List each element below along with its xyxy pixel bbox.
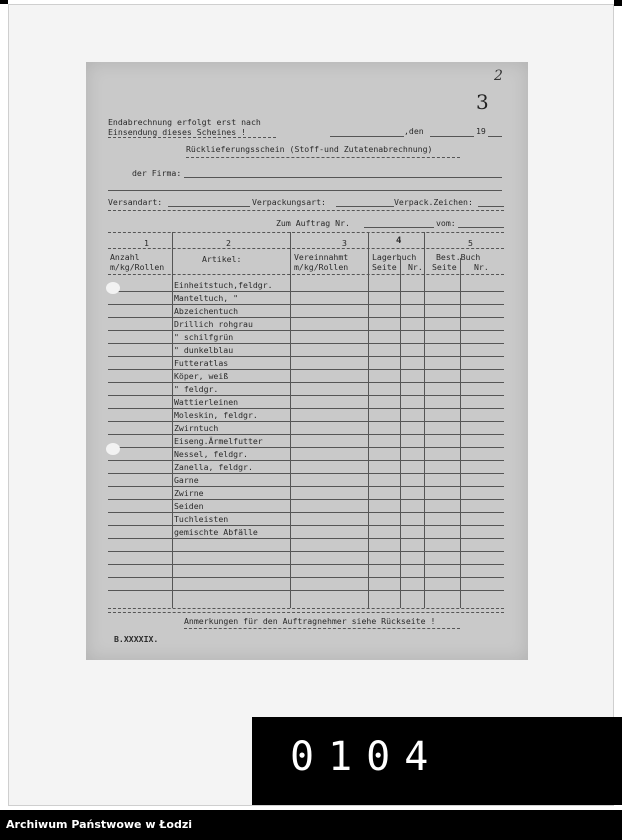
list-item: " dunkelblau <box>174 345 234 355</box>
marks-label: Verpack.Zeichen: <box>394 197 473 207</box>
list-item: gemischte Abfälle <box>174 527 258 537</box>
page-number: 3 <box>476 90 489 114</box>
column-2-number: 2 <box>226 238 231 248</box>
column-5-sub-page: Seite <box>432 262 457 272</box>
punch-hole <box>106 443 120 455</box>
column-1-number: 1 <box>144 238 149 248</box>
list-item: Zanella, feldgr. <box>174 462 253 472</box>
column-1-header: Anzahl <box>110 252 140 262</box>
corner-number: 2 <box>494 68 503 84</box>
order-label: Zum Auftrag Nr. <box>276 218 350 228</box>
document-sheet <box>86 62 528 660</box>
column-5-sub-number: Nr. <box>474 262 489 272</box>
column-3-number: 3 <box>342 238 347 248</box>
form-code: B.XXXXIX. <box>114 634 159 644</box>
corner-mark <box>614 0 622 6</box>
date-label: ,den <box>404 126 424 136</box>
list-item: Tuchleisten <box>174 514 229 524</box>
column-4-sub-number: Nr. <box>408 262 423 272</box>
footer-note: Anmerkungen für den Auftragnehmer siehe Rückseite ! <box>184 616 436 626</box>
column-5-number: 5 <box>468 238 473 248</box>
list-item: Moleskin, feldgr. <box>174 410 258 420</box>
column-1-subheader: m/kg/Rollen <box>110 262 165 272</box>
firm-label: der Firma: <box>132 168 182 178</box>
list-item: Seiden <box>174 501 204 511</box>
column-3-header: Vereinnahmt <box>294 252 349 262</box>
list-item: Zwirne <box>174 488 204 498</box>
list-item: Wattierleinen <box>174 397 239 407</box>
list-item: Köper, weiß <box>174 371 229 381</box>
archive-name: Archiwum Państwowe w Łodzi <box>6 818 193 831</box>
form-title: Rücklieferungsschein (Stoff-und Zutatenabrechnung) <box>186 144 433 154</box>
note-line-2: Einsendung dieses Scheines ! <box>108 127 247 137</box>
from-label: vom: <box>436 218 456 228</box>
packaging-label: Verpackungsart: <box>252 197 326 207</box>
list-item: Nessel, feldgr. <box>174 449 248 459</box>
corner-mark <box>0 0 8 4</box>
shipping-label: Versandart: <box>108 197 163 207</box>
column-4-sub-page: Seite <box>372 262 397 272</box>
punch-hole <box>106 282 120 294</box>
column-3-subheader: m/kg/Rollen <box>294 262 349 272</box>
column-2-header: Artikel: <box>202 254 242 264</box>
column-5-header: Best.Buch <box>436 252 481 262</box>
list-item: " feldgr. <box>174 384 219 394</box>
list-item: Drillich rohgrau <box>174 319 253 329</box>
list-item: Zwirntuch <box>174 423 219 433</box>
note-line-1: Endabrechnung erfolgt erst nach <box>108 117 261 127</box>
list-item: Garne <box>174 475 199 485</box>
column-4-number: 4 <box>396 236 402 246</box>
list-item: Eiseng.Ärmelfutter <box>174 436 263 446</box>
list-item: Einheitstuch,feldgr. <box>174 280 273 290</box>
frame-number: 0104 <box>290 734 443 780</box>
list-item: Abzeichentuch <box>174 306 239 316</box>
column-4-header: Lagerbuch <box>372 252 417 262</box>
list-item: Futteratlas <box>174 358 229 368</box>
list-item: " schilfgrün <box>174 332 234 342</box>
list-item: Manteltuch, " <box>174 293 239 303</box>
year-label: 19 <box>476 126 486 136</box>
